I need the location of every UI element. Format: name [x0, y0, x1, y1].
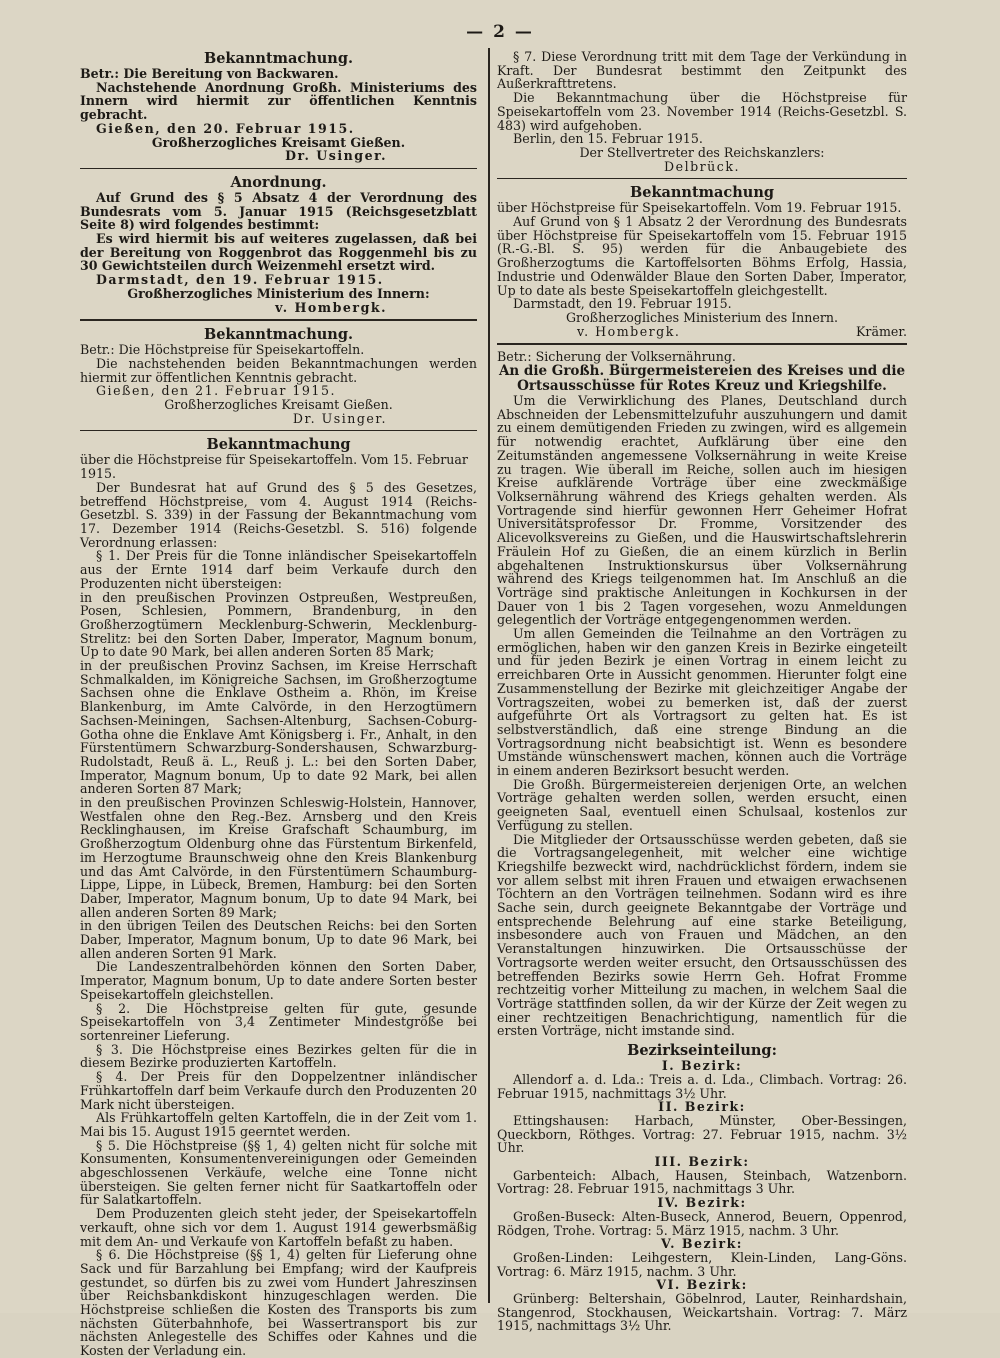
paragraph: Als Frühkartoffeln gelten Kartoffeln, die in der Zeit vom 1. Mai bis 15. August 1915 geerntet werden.	[80, 1110, 477, 1139]
paragraph: Dem Produzenten gleich steht jeder, der Speisekartoffeln verkauft, ohne sich vor dem 1. August 1914 gewerbsmäßig mit dem An- und Verkaufe von Kartoffeln befaßt zu haben.	[80, 1206, 477, 1249]
signature: Dr. Usinger.	[285, 148, 387, 164]
notice-subject: Betr.: Sicherung der Volksernährung.	[497, 349, 736, 365]
paragraph: in der preußischen Provinz Sachsen, im Kreise Herrschaft Schmalkalden, im Königreiche Sachsen, im Großherzogtume Sachsen ohne die Enklave Ostheim a. Rhön, im Kreise Blankenburg, im Amte Calvörde, in den Herzogtümern Sachsen-Meiningen, Sachsen-Altenburg, Sachsen-Coburg-Gotha ohne die Enklave Amt Königsberg i. Fr., Anhalt, in den Fürstentümern Schwarzburg-Sondershausen, Schwarzburg-Rudolstadt, Reuß ä. L., Reuß j. L.: bei den Sorten Daber, Imperator, Magnum bonum, Up to date 92 Mark, bei allen anderen Sorten 87 Mark;	[80, 658, 477, 797]
authority: Großherzogliches Kreisamt Gießen.	[164, 397, 393, 413]
districts-title: Bezirkseinteilung:	[627, 1042, 777, 1060]
district-list	[497, 1059, 907, 1333]
place-date: Darmstadt, den 19. Februar 1915.	[96, 272, 384, 288]
district-text: Ettingshausen: Harbach, Münster, Ober-Bessingen, Queckborn, Röthges. Vortrag: 27. Februar 1915, nachm. 3½ Uhr.	[497, 1112, 907, 1156]
paragraph: in den preußischen Provinzen Schleswig-Holstein, Hannover, Westfalen ohne den Reg.-Bez. Arnsberg und den Kreis Recklinghausen, im Kreise Grafschaft Schaumburg, im Großherzogtum Oldenburg ohne das Fürstentum Birkenfeld, im Herzogtume Braunschweig ohne den Kreis Blankenburg und das Amt Calvörde, in den Fürstentümern Schaumburg-Lippe, Lippe, in Lübeck, Bremen, Hamburg: bei den Sorten Daber, Imperator, Magnum bonum, Up to date 94 Mark, bei allen anderen Sorten 89 Mark;	[80, 795, 477, 920]
place-date: Berlin, den 15. Februar 1915.	[513, 131, 703, 147]
signature: Krämer.	[856, 323, 907, 339]
paragraph: § 5. Die Höchstpreise (§§ 1, 4) gelten nicht für solche mit Konsumenten, Konsumentenvereinigungen oder Gemeinden abgeschlossenen Verkäufe, welche eine Tonne nicht übersteigen. Sie gelten ferner nicht für Saatkartoffeln oder für Salatkartoffeln.	[80, 1137, 477, 1208]
signature: v. Hombergk.	[275, 299, 387, 315]
order-rye-bread	[80, 174, 477, 314]
district	[497, 1155, 907, 1196]
paragraph: Der Bundesrat hat auf Grund des § 5 des Gesetzes, betreffend Höchstpreise, vom 4. August 1914 (Reichs-Gesetzbl. S. 339) in der Fassung der Bekanntmachung vom 17. Dezember 1914 (Reichs-Gesetzbl. S. 516) folgende Verordnung erlassen:	[80, 479, 477, 550]
order-intro: Auf Grund des § 5 Absatz 4 der Verordnung des Bundesrats vom 5. Januar 1915 (Reichsgesetzblatt Seite 8) wird folgendes bestimmt:	[80, 189, 477, 233]
district-label: IV. Bezirk:	[657, 1195, 747, 1211]
district	[497, 1196, 907, 1237]
place-date: Gießen, den 20. Februar 1915.	[96, 120, 355, 136]
paragraph: in den übrigen Teilen des Deutschen Reichs: bei den Sorten Daber, Imperator, Magnum bonum, Up to date 96 Mark, bei allen anderen Sorten 91 Mark.	[80, 918, 477, 961]
district	[497, 1059, 907, 1100]
divider	[497, 178, 907, 179]
paragraph: Um die Verwirklichung des Planes, Deutschland durch Abschneiden der Lebensmittelzufuhr auszuhungern und damit zu einem demütigenden Frieden zu zwingen, wird es allgemein für notwendig erachtet, Aufklärung über eine den Zeitumständen angemessene Volksernährung in weite Kreise zu tragen. Wie überall im Reiche, sollen auch im hiesigen Kreise aufklärende Vorträge über eine zweckmäßige Volksernährung während des Kriegs gehalten werden. Als Vortragende sind hierfür gewonnen Herr Geheimer Hofrat Universitätsprofessor Dr. Fromme, Vorsitzender des Alicevolksvereins zu Gießen, und die Hauswirtschaftslehrerin Fräulein Hof zu Gießen, die an einem kürzlich in Berlin abgehaltenen Instruktionskursus über Volksernährung während des Kriegs teilgenommen hat. Im Anschluß an die Vorträge sind praktische Anleitungen in Kochkursen in der Dauer von 1 bis 2 Tagen vorgesehen, wozu Anmeldungen gelegentlich der Vorträge entgegengenommen werden.	[497, 393, 907, 628]
notice-hesse-potatoes	[497, 184, 907, 338]
paragraph: Die Großh. Bürgermeistereien derjenigen Orte, an welchen Vorträge gehalten werden sollen, werden ersucht, einen geeigneten Saal, eventuell einen Schulsaal, kostenlos zur Verfügung zu stellen.	[497, 776, 907, 833]
signature: Delbrück.	[664, 158, 740, 174]
paragraph: § 7. Diese Verordnung tritt mit dem Tage der Verkündung in Kraft. Der Bundesrat bestimmt den Zeitpunkt des Außerkrafttretens.	[497, 49, 907, 92]
paragraph: Um allen Gemeinden die Teilnahme an den Vorträgen zu ermöglichen, haben wir den ganzen Kreis in Bezirke eingeteilt und für jeden Bezirk je einen Vortrag in einem leicht zu erreichbaren Orte in Aussicht genommen. Hierunter folgt eine Zusammenstellung der Bezirke mit gleichzeitiger Angabe der Vortragszeiten, wobei zu bemerken ist, daß der zuerst aufgeführte Ort als Vortragsort zu gelten hat. Es ist selbstverständlich, daß eine strenge Bindung an die Vortragsordnung nicht beabsichtigt ist. Wenn es besondere Umstände wünschenswert machen, können auch die Vorträge in einem anderen Bezirksort besucht werden.	[497, 626, 907, 779]
paragraph: Die Landeszentralbehörden können den Sorten Daber, Imperator, Magnum bonum, Up to date andere Sorten bester Speisekartoffeln gleichstellen.	[80, 959, 477, 1002]
column-divider	[488, 48, 490, 1303]
notice-heading: An die Großh. Bürgermeistereien des Kreises und die Ortsausschüsse für Rotes Kreuz und Kriegshilfe.	[498, 363, 906, 395]
divider	[497, 343, 907, 345]
notice-title: Bekanntmachung.	[203, 326, 354, 344]
notice-subtitle: über Höchstpreise für Speisekartoffeln. Vom 19. Februar 1915.	[497, 200, 902, 216]
notice-potato-prices	[80, 326, 477, 425]
notice-title: Bekanntmachung	[206, 436, 351, 454]
order-body: Es wird hiermit bis auf weiteres zugelassen, daß bei der Bereitung von Roggenbrot das Roggenmehl bis zu 30 Gewichtsteilen durch Weizenmehl ersetzt wird.	[80, 231, 477, 274]
notice-subtitle: über die Höchstpreise für Speisekartoffeln. Vom 15. Februar 1915.	[80, 452, 468, 482]
notice-body: Auf Grund von § 1 Absatz 2 der Verordnung des Bundesrats über Höchstpreise für Speisekartoffeln vom 15. Februar 1915 (R.-G.-Bl. S. 95) werden für die Anbaugebiete des Großherzogtums die Kartoffelsorten Böhms Erfolg, Hassia, Industrie und Odenwälder Blaue den Sorten Daber, Imperator, Up to date als beste Speisekartoffeln gleichgestellt.	[497, 214, 907, 298]
notice-continuation	[497, 50, 907, 173]
page-number: — 2 —	[466, 22, 534, 42]
district-text: Allendorf a. d. Lda.: Treis a. d. Lda., Climbach. Vortrag: 26. Februar 1915, nachmittags 3½ Uhr.	[497, 1071, 907, 1101]
notice-title: Bekanntmachung.	[203, 50, 354, 67]
district-label: VI. Bezirk:	[656, 1277, 748, 1293]
notice-baking	[80, 50, 477, 163]
district-text: Grünberg: Beltershain, Göbelnrod, Lauter, Reinhardshain, Stangenrod, Stockhausen, Weickartshain. Vortrag: 7. März 1915, nachmittags 3½ Uhr.	[497, 1291, 907, 1334]
divider	[80, 430, 477, 431]
signature: Dr. Usinger.	[292, 410, 387, 426]
paragraph: Die Bekanntmachung über die Höchstpreise für Speisekartoffeln vom 23. November 1914 (Reichs-Gesetzbl. S. 483) wird aufgehoben.	[497, 90, 907, 133]
paragraph: § 4. Der Preis für den Doppelzentner inländischer Frühkartoffeln darf beim Verkaufe durch den Produzenten 20 Mark nicht übersteigen.	[80, 1069, 477, 1112]
order-title: Anordnung.	[230, 173, 327, 191]
notice-intro: Die nachstehenden beiden Bekanntmachungen werden hiermit zur öffentlichen Kenntnis gebracht.	[80, 355, 477, 385]
district-label: V. Bezirk:	[661, 1236, 743, 1252]
place-date: Darmstadt, den 19. Februar 1915.	[513, 296, 732, 312]
notice-subject: Betr.: Die Höchstpreise für Speisekartoffeln.	[80, 342, 365, 358]
signature: v. Hombergk.	[577, 323, 681, 339]
district-text: Großen-Linden: Leihgestern, Klein-Linden, Lang-Göns. Vortrag: 6. März 1915, nachm. 3 Uhr.	[497, 1249, 907, 1279]
right-column	[497, 50, 907, 1333]
paragraph: § 6. Die Höchstpreise (§§ 1, 4) gelten für Lieferung ohne Sack und für Barzahlung bei Empfang; wird der Kaufpreis gestundet, so dürfen bis zu zwei vom Hundert Jahreszinsen über Reichsbankdiskont hinzugeschlagen werden. Die Höchstpreise schließen die Kosten des Transports bis zum nächsten Güterbahnhofe, bei Wassertransport bis zur nächsten Anlegestelle des Schiffes oder Kahnes und die Kosten der Verladung ein.	[80, 1247, 477, 1358]
notice-title: Bekanntmachung	[629, 184, 775, 202]
district-text: Großen-Buseck: Alten-Buseck, Annerod, Beuern, Oppenrod, Rödgen, Trohe. Vortrag: 5. März 1915, nachm. 3 Uhr.	[497, 1208, 907, 1238]
authority: Großherzogliches Ministerium des Innern:	[127, 285, 430, 301]
place-date: Gießen, den 21. Februar 1915.	[96, 383, 336, 399]
paragraph: in den preußischen Provinzen Ostpreußen, Westpreußen, Posen, Schlesien, Pommern, Brandenburg, in den Großherzogtümern Mecklenburg-Schwerin, Mecklenburg-Strelitz: bei den Sorten Daber, Imperator, Magnum bonum, Up to date 90 Mark, bei allen anderen Sorten 85 Mark;	[80, 589, 477, 660]
district-label: I. Bezirk:	[661, 1058, 743, 1074]
district-label: II. Bezirk:	[658, 1099, 746, 1115]
notice-federal-council	[80, 436, 477, 1357]
notice-nutrition	[497, 350, 907, 1333]
district-text: Garbenteich: Albach, Hausen, Steinbach, Watzenborn. Vortrag: 28. Februar 1915, nachmittags 3 Uhr.	[497, 1167, 907, 1197]
district	[497, 1278, 907, 1333]
paragraph: § 3. Die Höchstpreise eines Bezirkes gelten für die in diesem Bezirke produzierten Kartoffeln.	[80, 1041, 477, 1071]
divider	[80, 168, 477, 169]
authority: Großherzogliches Ministerium des Innern.	[566, 309, 838, 325]
notice-intro: Nachstehende Anordnung Großh. Ministeriums des Innern wird hiermit zur öffentlichen Kenntnis gebracht.	[80, 79, 477, 123]
authority: Großherzogliches Kreisamt Gießen.	[151, 134, 406, 150]
divider	[80, 319, 477, 321]
notice-subject: Betr.: Die Bereitung von Backwaren.	[80, 66, 339, 81]
district	[497, 1100, 907, 1155]
paragraph: § 2. Die Höchstpreise gelten für gute, gesunde Speisekartoffeln von 3,4 Zentimeter Mindestgröße bei sortenreiner Lieferung.	[80, 1000, 477, 1043]
district-label: III. Bezirk:	[654, 1154, 750, 1170]
district	[497, 1237, 907, 1278]
paragraph: § 1. Der Preis für die Tonne inländischer Speisekartoffeln aus der Ernte 1914 darf beim Verkaufe durch den Produzenten nicht übersteigen:	[80, 548, 477, 591]
paragraph: Die Mitglieder der Ortsausschüsse werden gebeten, daß sie die Vortragsangelegenheit, mit welcher eine wichtige Kriegshilfe bezweckt wird, nachdrücklichst fördern, indem sie vor allem selbst mit ihren Frauen und etwaigen erwachsenen Töchtern an den Vorträgen teilnehmen. Sodann wird es ihre Sache sein, durch geeignete Bekanntgabe der Vorträge und entsprechende Belehrung auf eine starke Beteiligung, insbesondere auch von Frauen und Mädchen, an den Veranstaltungen hinzuwirken. Die Ortsausschüsse der Vortragsorte werden weiter ersucht, den Ortsausschüssen des betreffenden Bezirks sowie Herrn Geh. Hofrat Fromme rechtzeitig vorher Mitteilung zu machen, in welchem Saal die Vorträge stattfinden sollen, da wir der Kürze der Zeit wegen zu einer rechtzeitigen Benachrichtigung, namentlich für die ersten Vorträge, nicht imstande sind.	[497, 831, 907, 1039]
left-column	[80, 50, 477, 1358]
signatures	[497, 325, 907, 339]
authority: Der Stellvertreter des Reichskanzlers:	[579, 144, 825, 160]
